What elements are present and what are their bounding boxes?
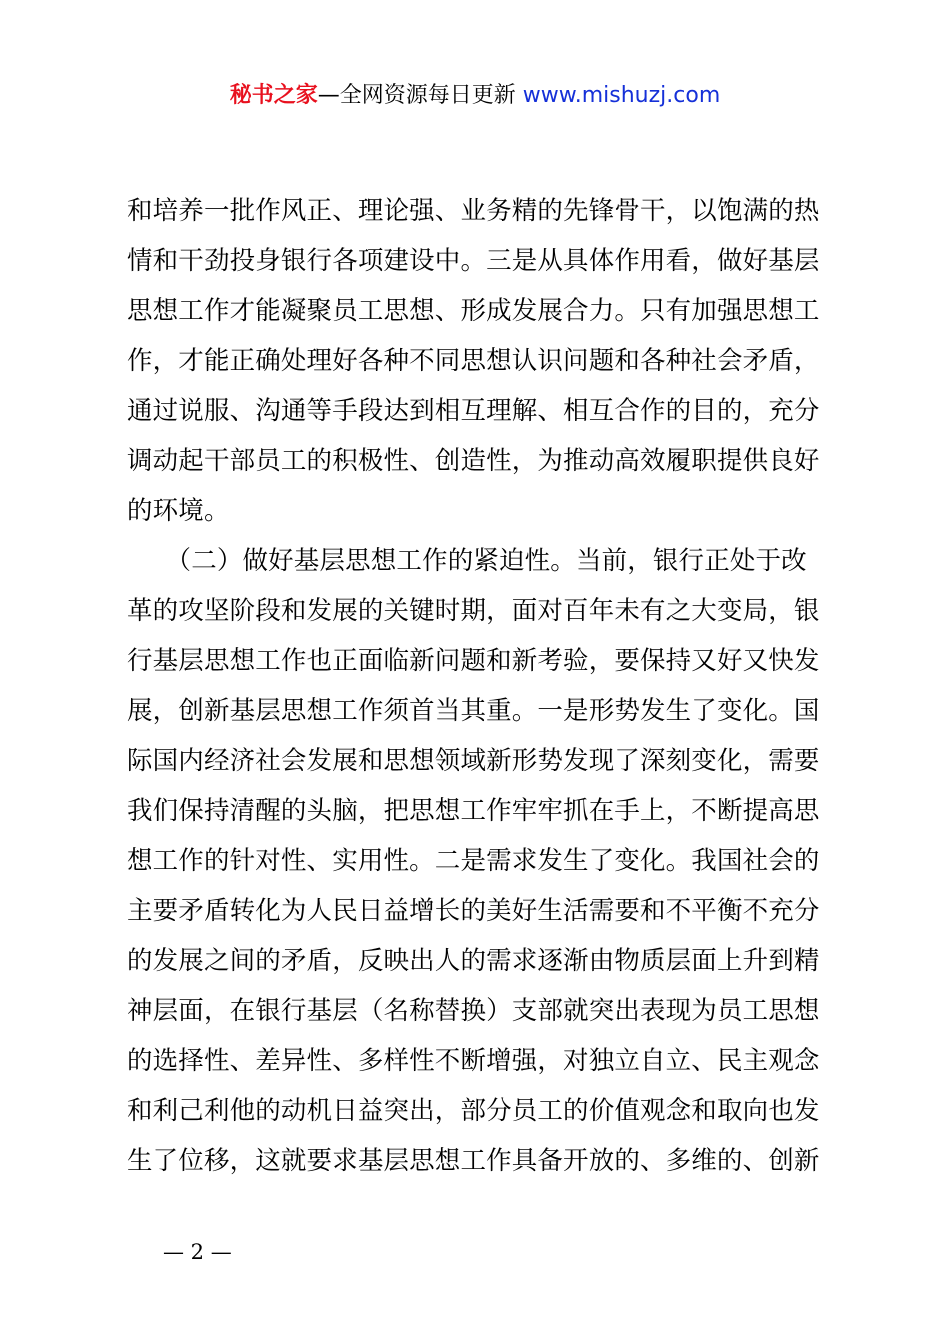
text-line: 主要矛盾转化为人民日益增长的美好生活需要和不平衡不充分	[127, 896, 820, 926]
banner-url-link[interactable]: www.mishuzj.com	[522, 83, 721, 108]
text-line: 思想工作才能凝聚员工思想、形成发展合力。只有加强思想工	[127, 296, 820, 326]
text-line: 生了位移，这就要求基层思想工作具备开放的、多维的、创新	[127, 1146, 820, 1176]
text-line: 展，创新基层思想工作须首当其重。一是形势发生了变化。国	[127, 696, 820, 726]
text-line: 想工作的针对性、实用性。二是需求发生了变化。我国社会的	[127, 846, 820, 876]
text-line: 作，才能正确处理好各种不同思想认识问题和各种社会矛盾，	[127, 346, 820, 376]
brand-name: 秘书之家	[229, 83, 318, 108]
text-line: 我们保持清醒的头脑，把思想工作牢牢抓在手上，不断提高思	[127, 796, 820, 826]
text-line: 的环境。	[127, 496, 230, 526]
text-line: 的选择性、差异性、多样性不断增强，对独立自立、民主观念	[127, 1046, 820, 1076]
text-line: 神层面，在银行基层（名称替换）支部就突出表现为员工思想	[127, 996, 820, 1026]
text-line: 和利己利他的动机日益突出，部分员工的价值观念和取向也发	[127, 1096, 820, 1126]
text-line: 行基层思想工作也正面临新问题和新考验，要保持又好又快发	[127, 646, 820, 676]
banner-tagline: —全网资源每日更新	[317, 83, 516, 108]
document-body	[127, 186, 833, 1186]
text-line: 情和干劲投身银行各项建设中。三是从具体作用看，做好基层	[127, 246, 820, 276]
text-line: 革的攻坚阶段和发展的关键时期，面对百年未有之大变局，银	[127, 596, 820, 626]
text-line: 和培养一批作风正、理论强、业务精的先锋骨干，以饱满的热	[127, 196, 820, 226]
page-number: — 2 —	[163, 1240, 232, 1264]
site-banner	[0, 80, 950, 112]
text-line: 际国内经济社会发展和思想领域新形势发现了深刻变化，需要	[127, 746, 820, 776]
text-line: 调动起干部员工的积极性、创造性，为推动高效履职提供良好	[127, 446, 820, 476]
text-line: 通过说服、沟通等手段达到相互理解、相互合作的目的，充分	[127, 396, 820, 426]
text-line: 的发展之间的矛盾，反映出人的需求逐渐由物质层面上升到精	[127, 946, 820, 976]
text-line: （二）做好基层思想工作的紧迫性。当前，银行正处于改	[127, 546, 807, 576]
